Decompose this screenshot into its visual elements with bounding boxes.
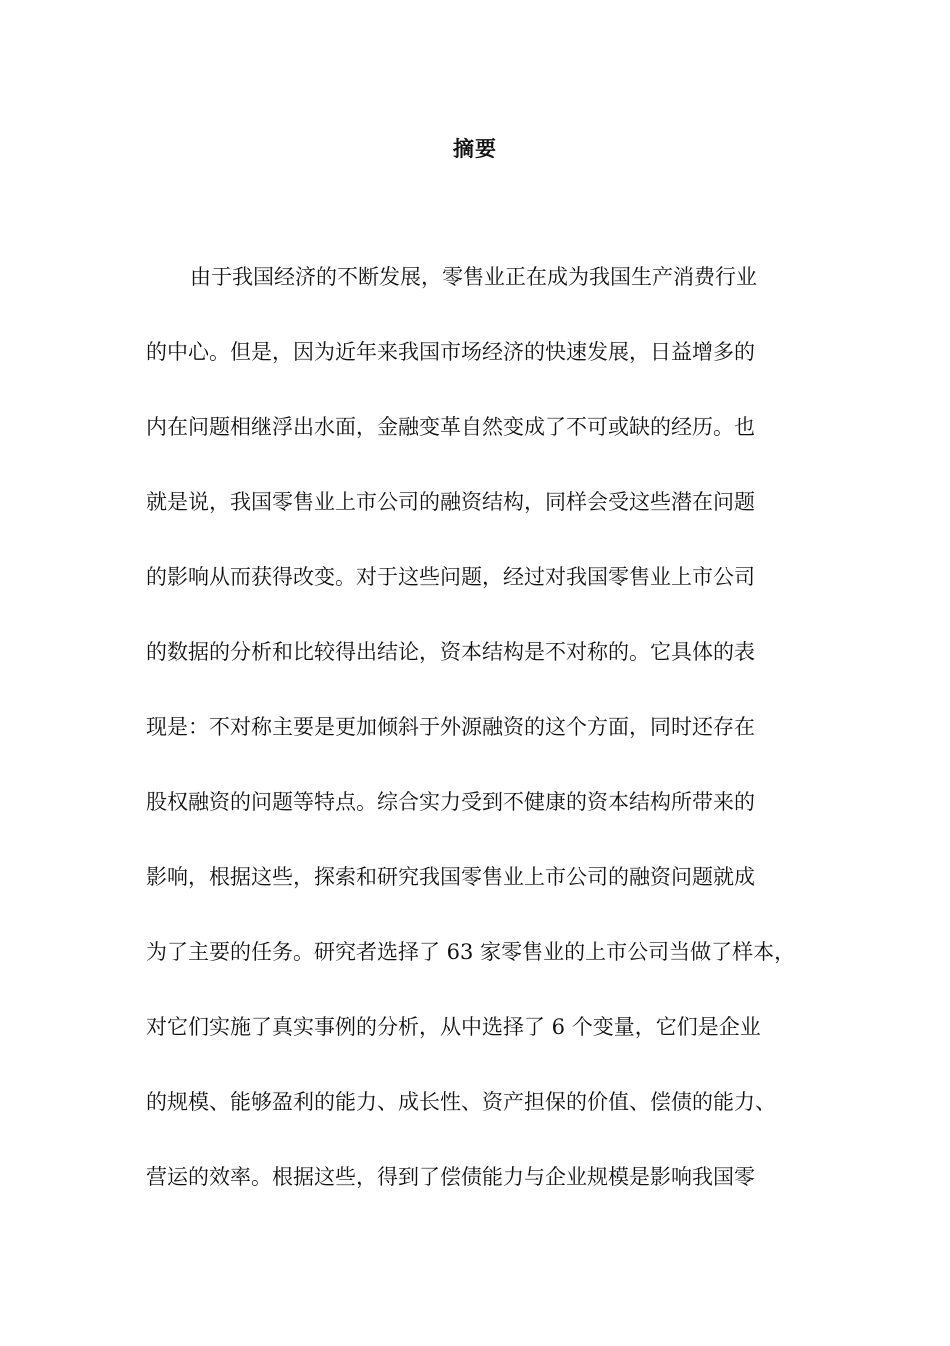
- text-line: 为了主要的任务。研究者选择了 63 家零售业的上市公司当做了样本，: [146, 940, 796, 964]
- text-line: 对它们实施了真实事例的分析，从中选择了 6 个变量，它们是企业: [146, 1015, 761, 1039]
- page-title: 摘要: [453, 137, 497, 161]
- text-line: 营运的效率。根据这些，得到了偿债能力与企业规模是影响我国零: [146, 1165, 755, 1189]
- text-line: 由于我国经济的不断发展，零售业正在成为我国生产消费行业: [190, 265, 757, 289]
- text-line: 的中心。但是，因为近年来我国市场经济的快速发展，日益增多的: [146, 340, 755, 364]
- text-line: 就是说，我国零售业上市公司的融资结构，同样会受这些潜在问题: [146, 490, 755, 514]
- text-line: 的数据的分析和比较得出结论，资本结构是不对称的。它具体的表: [146, 640, 755, 664]
- text-line: 的规模、能够盈利的能力、成长性、资产担保的价值、偿债的能力、: [146, 1090, 776, 1114]
- text-line: 内在问题相继浮出水面，金融变革自然变成了不可或缺的经历。也: [146, 415, 755, 439]
- text-line: 的影响从而获得改变。对于这些问题，经过对我国零售业上市公司: [146, 565, 755, 589]
- text-line: 现是：不对称主要是更加倾斜于外源融资的这个方面，同时还存在: [146, 715, 755, 739]
- text-line: 股权融资的问题等特点。综合实力受到不健康的资本结构所带来的: [146, 790, 755, 814]
- text-line: 影响，根据这些，探索和研究我国零售业上市公司的融资问题就成: [146, 865, 755, 889]
